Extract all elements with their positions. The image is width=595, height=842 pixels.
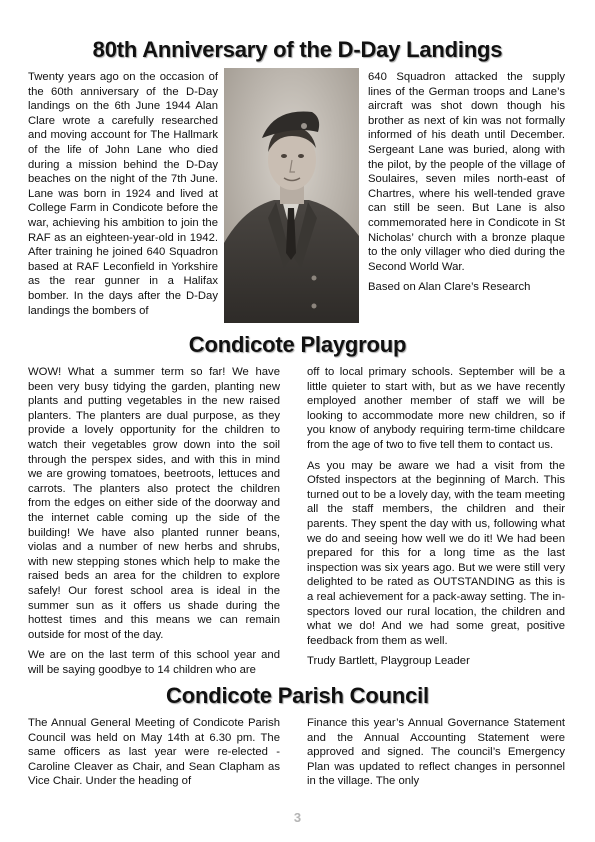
playgroup-right-paragraph-1: off to local primary schools. September will be a little quieter to start with, but as we have recently employed another member of staff we will be looking to accommodate more new children, so if you know of anybody requiring term-time childcare from the age of two to five tell them to contact us. [307, 366, 565, 451]
page-number: 3 [293, 810, 302, 825]
dday-heading: 80th Anniversary of the D-Day Landings [92, 37, 503, 62]
playgroup-signoff: Trudy Bartlett, Playgroup Leader [307, 655, 470, 668]
airman-portrait-illustration [224, 68, 359, 323]
airman-portrait-photo [224, 68, 359, 323]
council-right-text: Finance this year’s Annual Governance Statement and the Annual Accounting Statement were approved and signed. The council’s Emergency Plan was updated to reflect changes in personnel in the village. The only [307, 717, 565, 788]
playgroup-left-column [28, 365, 280, 683]
dday-right-text: 640 Squadron attacked the supply lines of the German troops and Lane’s aircraft was shot down though his brother as next of kin was not formally informed of his death until December. Sergeant Lane was buried, along with the pilot, by the people of the village of Soulaires, seven miles north-east of Chartres, where his well-tended grave can still be seen. But Lane is also commemorated here in Condicote in St Nicholas’ church with a bronze plaque to the only villager who died during the Second World War. [368, 71, 565, 273]
dday-left-column [28, 70, 218, 324]
playgroup-left-paragraph-2: We are on the last term of this school year and will be saying goodbye to 14 children who are [28, 649, 280, 676]
playgroup-right-paragraph-2: As you may be aware we had a visit from the Ofsted inspectors at the beginning of March. This turned out to be a lovely day, with the team meeting all the staff members, the children and their parents. They spent the day with us, following what we do and seeing how well we do it! We had been prepared for this for a long time as the last inspection was six years ago. But we were still very delighted to be rated as OUTSTANDING as this is a real achievement for a pack-away setting. The inspectors loved our rural location, the children and what we do! And we had some great, positive feedback from them as well. [307, 459, 565, 647]
council-left-column [28, 716, 280, 795]
playgroup-heading: Condicote Playgroup [188, 332, 407, 357]
council-right-column [307, 716, 565, 795]
council-left-text: The Annual General Meeting of Condicote Parish Council was held on May 14th at 6.30 pm. The same officers as last year were re-elected - Caroline Cleaver as Chair, and Sean Clapham as Vice Chair. Under the heading of [28, 717, 280, 788]
dday-right-column [368, 70, 565, 301]
playgroup-left-paragraph-1: WOW! What a summer term so far! We have been very busy tidying the garden, planting new plants and putting vegetables in the new raised planters. The planters are dual purpose, as they provide a lovely opportunity for the children to watch their vegetables grow down into the soil through the perspex sides, and with this in mind we are growing tomatoes, beetroots, lettuces and carrots. The planters also protect the children from the edges on either side of the doorway and the internet cable coming up the side of the building! We have also planted runner beans, violas and a number of new herbs and shrubs, with new stepping stones which help to make the raised beds an area for the children to explore safely! Our forest school area is ideal in the summer sun as it offers us shade during the hottest times and this means we can remain outside for most of the day. [28, 366, 280, 641]
dday-credit: Based on Alan Clare’s Research [368, 281, 531, 294]
playgroup-right-column [307, 365, 565, 675]
dday-left-text: Twenty years ago on the occasion of the 60th anniversary of the D-Day landings on the 6th June 1944 Alan Clare wrote a carefully researched and moving account for The Hallmark of the life of John Lane who died during a mission behind the D-Day beaches on the night of the 7th June. Lane was born in 1924 and lived at College Farm in Condicote before the war, achieving his ambition to join the RAF as an eighteen-year-old in 1942. After training he joined 640 Squadron based at RAF Leconfield in Yorkshire as the rear gunner in a Halifax bomber. In the days after the D-Day landings the bombers of [28, 71, 218, 317]
council-heading: Condicote Parish Council [166, 683, 429, 708]
